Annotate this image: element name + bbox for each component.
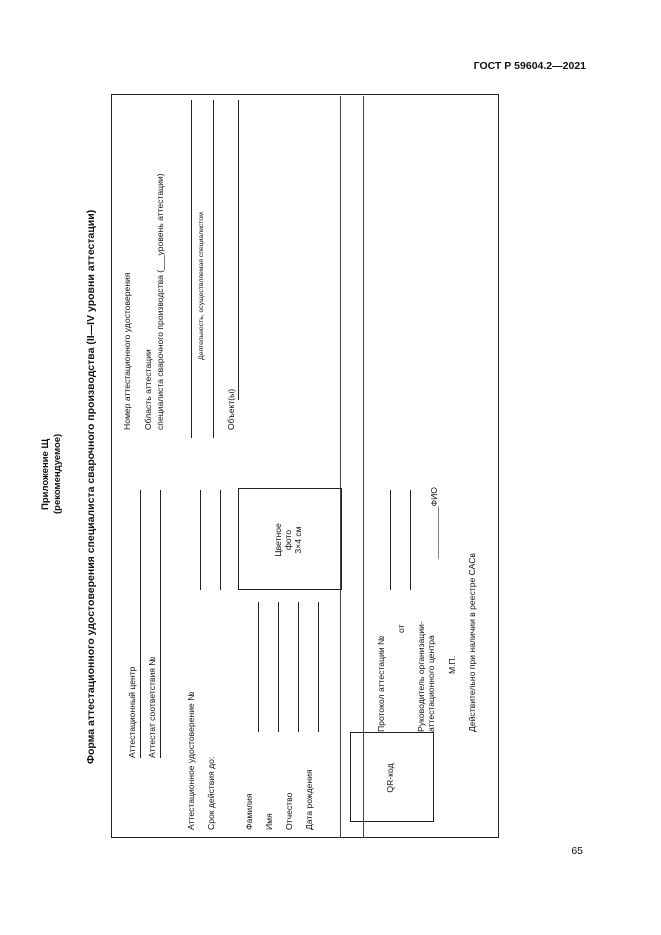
center-fold-line-2 [363,96,364,838]
photo-label-2: фото [283,529,293,551]
area-label-1: Область аттестации [143,349,153,430]
patronymic-line [298,602,299,732]
protocol-label: Протокол аттестации № [376,635,386,732]
activity-caption: Деятельность, осуществляемая специалистом [198,212,205,360]
area-line-1 [191,100,192,438]
standard-code: ГОСТ Р 59604.2—2021 [473,60,586,72]
valid-until-line [220,490,221,590]
birth-date-line [318,602,319,732]
certificate-frame [111,94,499,838]
id-number-label: Аттестационное удостоверение № [186,691,196,830]
surname-label: Фамилия [244,793,254,830]
protocol-from-line [410,490,411,590]
head-label-2: аттестационного центра [426,635,436,732]
name-label: Имя [264,813,274,830]
attestation-center-line [140,490,141,758]
valid-until-label: Срок действия до: [206,756,216,830]
qr-label: QR-код [385,763,395,793]
registry-note: Действительно при наличии в реестре САСв [467,553,477,732]
head-label-1: Руководитель организации- [416,621,426,732]
appendix-subtitle: (рекомендуемое) [52,433,63,514]
surname-line [258,602,259,732]
stamp-label: М.П. [447,655,457,674]
objects-label: Объект(ы) [226,388,236,430]
id-number-line [200,490,201,590]
attestation-center-label: Аттестационный центр [127,666,137,758]
appendix-title: Приложение Щ [40,438,51,510]
birth-date-label: Дата рождения [304,769,314,830]
photo-label-1: Цветное [273,523,283,557]
objects-line [238,100,239,400]
name-line [278,602,279,732]
protocol-from-label: от [396,624,406,633]
form-title: Форма аттестационного удостоверения специалиста сварочного производства (II—IV уровни аттестации) [85,209,97,764]
certificate-line [160,490,161,758]
fio-signature: ___________ФИО [429,487,439,559]
rotated-form [0,173,477,861]
photo-label-3: 3×4 см [293,526,303,554]
page-number: 65 [571,845,583,857]
area-line-2 [213,100,214,438]
protocol-line [390,490,391,590]
patronymic-label: Отчество [284,792,294,830]
certificate-label: Аттестат соответствия № [147,656,157,758]
center-fold-line [340,96,341,838]
cert-number-label: Номер аттестационного удостоверения [122,272,132,430]
area-label-2: специалиста сварочного производства (___уровень аттестации) [155,173,165,430]
